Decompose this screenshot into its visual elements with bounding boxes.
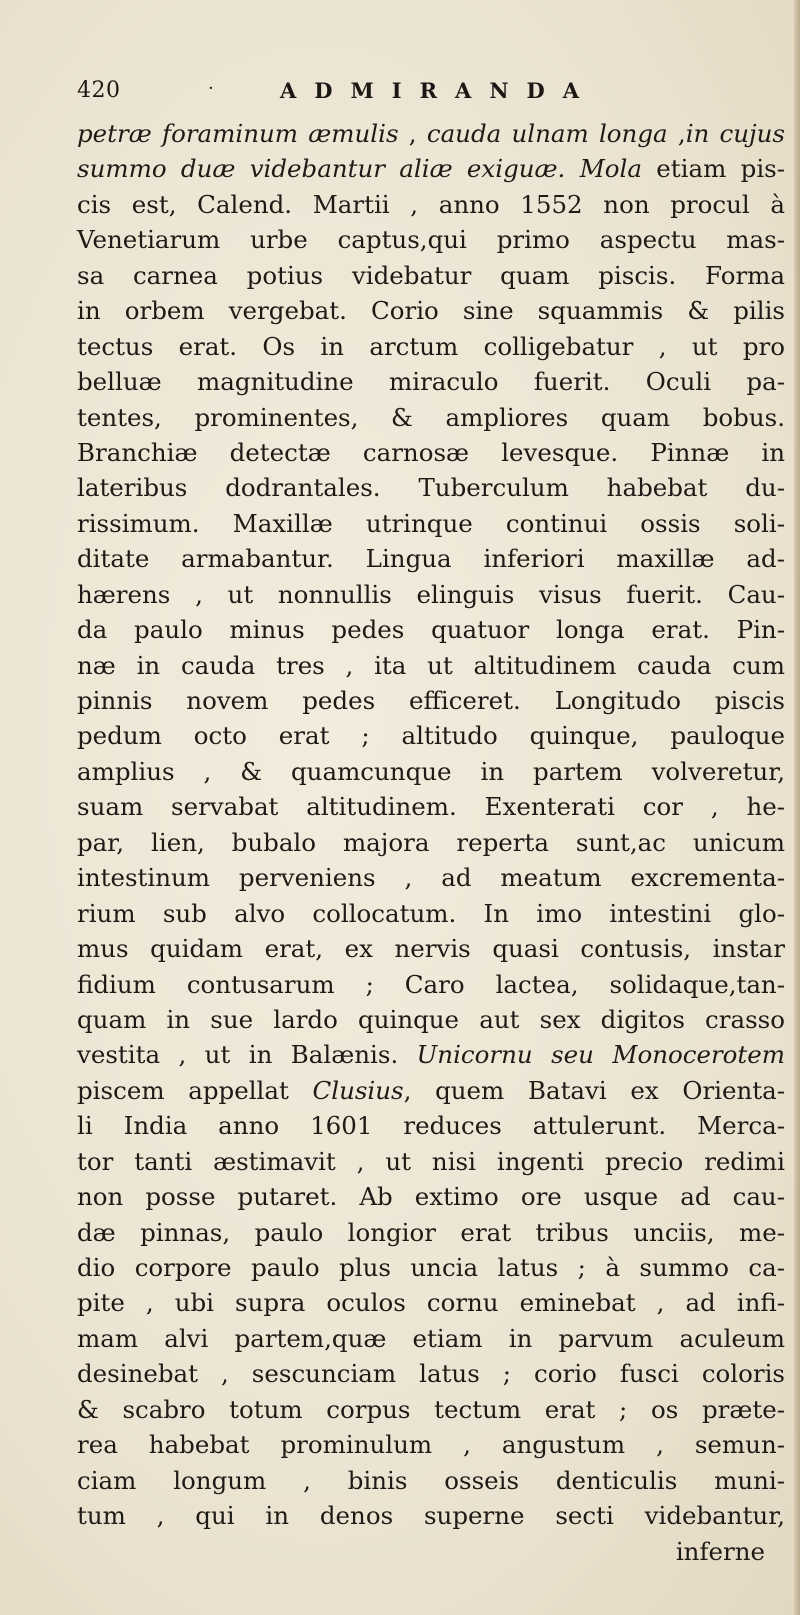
text-segment: li India anno 1601 reduces attulerunt. Merca-	[77, 1111, 785, 1141]
text-line	[77, 1250, 785, 1285]
text-segment: , quem Batavi ex Orienta-	[403, 1075, 785, 1105]
text-segment: inferne	[675, 1536, 765, 1566]
text-line	[77, 435, 785, 470]
text-line	[77, 789, 785, 824]
text-segment: ditate armabantur. Lingua inferiori maxillæ ad-	[77, 544, 785, 574]
text-line	[77, 329, 785, 364]
text-line	[77, 293, 785, 328]
text-segment: amplius , & quamcunque in partem volveretur,	[77, 756, 785, 786]
italic-text: Clusius	[312, 1075, 404, 1105]
italic-text: Mola	[579, 154, 642, 184]
text-segment: tentes, prominentes, & ampliores quam bobus.	[77, 402, 785, 432]
text-line	[77, 187, 785, 222]
page-number: 420	[77, 78, 121, 103]
text-line	[77, 258, 785, 293]
text-line	[77, 1392, 785, 1427]
text-line	[77, 541, 785, 576]
text-segment: quam in sue lardo quinque aut sex digitos crasso	[77, 1004, 785, 1034]
text-line	[77, 612, 785, 647]
text-line	[77, 1498, 785, 1533]
page-header	[77, 78, 757, 108]
text-line	[77, 577, 785, 612]
text-line	[77, 967, 785, 1002]
text-segment: intestinum perveniens , ad meatum excrementa-	[77, 863, 785, 893]
text-line	[77, 1285, 785, 1320]
italic-text: summo duæ videbantur aliæ exiguæ.	[77, 154, 566, 184]
text-line	[77, 506, 785, 541]
text-line	[77, 222, 785, 257]
text-segment: fidium contusarum ; Caro lactea, solidaque,tan-	[77, 969, 785, 999]
text-line	[77, 116, 785, 151]
text-segment: dio corpore paulo plus uncia latus ; à summo ca-	[77, 1253, 785, 1282]
text-segment: hærens , ut nonnullis elinguis visus fuerit. Cau-	[77, 579, 785, 609]
text-line	[77, 1108, 785, 1143]
text-segment: pite , ubi supra oculos cornu eminebat , ad infi-	[77, 1288, 785, 1318]
text-segment: piscem appellat	[77, 1075, 313, 1105]
text-segment: tectus erat. Os in arctum colligebatur , ut pro	[77, 331, 785, 361]
text-line	[77, 648, 785, 683]
text-line	[77, 1463, 785, 1498]
text-segment: belluæ magnitudine miraculo fuerit. Oculi pa-	[77, 367, 785, 397]
text-line	[77, 1321, 785, 1356]
text-segment: pinnis novem pedes efficeret. Longitudo piscis	[77, 686, 785, 715]
body-text	[77, 116, 785, 1569]
text-segment: desinebat , sescunciam latus ; corio fusci coloris	[77, 1359, 785, 1389]
text-segment: Branchiæ detectæ carnosæ levesque. Pinnæ in	[77, 437, 785, 467]
page-edge	[794, 0, 800, 1615]
text-segment: ,	[667, 119, 686, 148]
text-line	[77, 1073, 785, 1108]
text-segment: tum , qui in denos superne secti videbantur,	[77, 1501, 785, 1531]
text-segment: pedum octo erat ; altitudo quinque, pauloque	[77, 721, 785, 751]
text-line	[77, 825, 785, 860]
text-segment: ,	[398, 119, 427, 148]
italic-text: cauda ulnam longa	[426, 119, 668, 148]
text-line	[77, 1427, 785, 1462]
text-segment: non posse putaret. Ab extimo ore usque ad cau-	[77, 1182, 785, 1212]
italic-text: in cujus	[685, 119, 785, 148]
text-segment: par, lien, bubalo majora reperta sunt,ac unicum	[77, 827, 785, 857]
text-segment: cis est, Calend. Martii , anno 1552 non procul à	[77, 189, 785, 219]
text-line	[77, 400, 785, 435]
text-line	[77, 364, 785, 399]
text-segment: suam servabat altitudinem. Exenterati cor , he-	[77, 792, 785, 822]
text-segment: lateribus dodrantales. Tuberculum habebat du-	[77, 473, 785, 503]
text-segment: tor tanti æstimavit , ut nisi ingenti precio redimi	[77, 1146, 785, 1176]
text-segment	[565, 154, 579, 183]
text-segment: & scabro totum corpus tectum erat ; os præte-	[77, 1394, 785, 1424]
header-separator: ·	[208, 78, 214, 99]
text-segment: etiam pis-	[641, 154, 786, 184]
text-line	[77, 1534, 785, 1569]
text-segment: in orbem vergebat. Corio sine squammis & pilis	[77, 296, 785, 326]
text-line	[77, 683, 785, 718]
text-line	[77, 1215, 785, 1250]
text-line	[77, 151, 785, 186]
text-line	[77, 1179, 785, 1214]
text-segment: rissimum. Maxillæ utrinque continui ossis soli-	[77, 508, 785, 538]
text-line	[77, 754, 785, 789]
text-line	[77, 1356, 785, 1391]
text-segment: da paulo minus pedes quatuor longa erat. Pin-	[77, 615, 785, 645]
text-segment: dæ pinnas, paulo longior erat tribus unciis, me-	[77, 1217, 785, 1247]
italic-text: Unicornu seu Monocerotem	[416, 1040, 785, 1070]
text-line	[77, 1144, 785, 1179]
text-segment: mus quidam erat, ex nervis quasi contusis, instar	[77, 934, 785, 964]
text-segment: næ in cauda tres , ita ut altitudinem cauda cum	[77, 650, 785, 680]
text-segment: sa carnea potius videbatur quam piscis. Forma	[77, 260, 785, 290]
text-segment: rium sub alvo collocatum. In imo intestini glo-	[77, 898, 785, 928]
running-head: ADMIRANDA	[280, 78, 598, 103]
text-line	[77, 1002, 785, 1037]
italic-text: petræ foraminum æmulis	[77, 119, 399, 148]
text-line	[77, 860, 785, 895]
text-segment: ciam longum , binis osseis denticulis muni-	[77, 1465, 785, 1495]
text-segment: Venetiarum urbe captus,qui primo aspectu mas-	[77, 225, 785, 255]
text-line	[77, 1037, 785, 1072]
text-line	[77, 896, 785, 931]
text-line	[77, 718, 785, 753]
text-line	[77, 470, 785, 505]
text-segment: vestita , ut in Balænis.	[77, 1040, 417, 1070]
text-segment: mam alvi partem,quæ etiam in parvum aculeum	[77, 1323, 785, 1353]
text-segment: rea habebat prominulum , angustum , semun-	[77, 1430, 785, 1460]
text-line	[77, 931, 785, 966]
